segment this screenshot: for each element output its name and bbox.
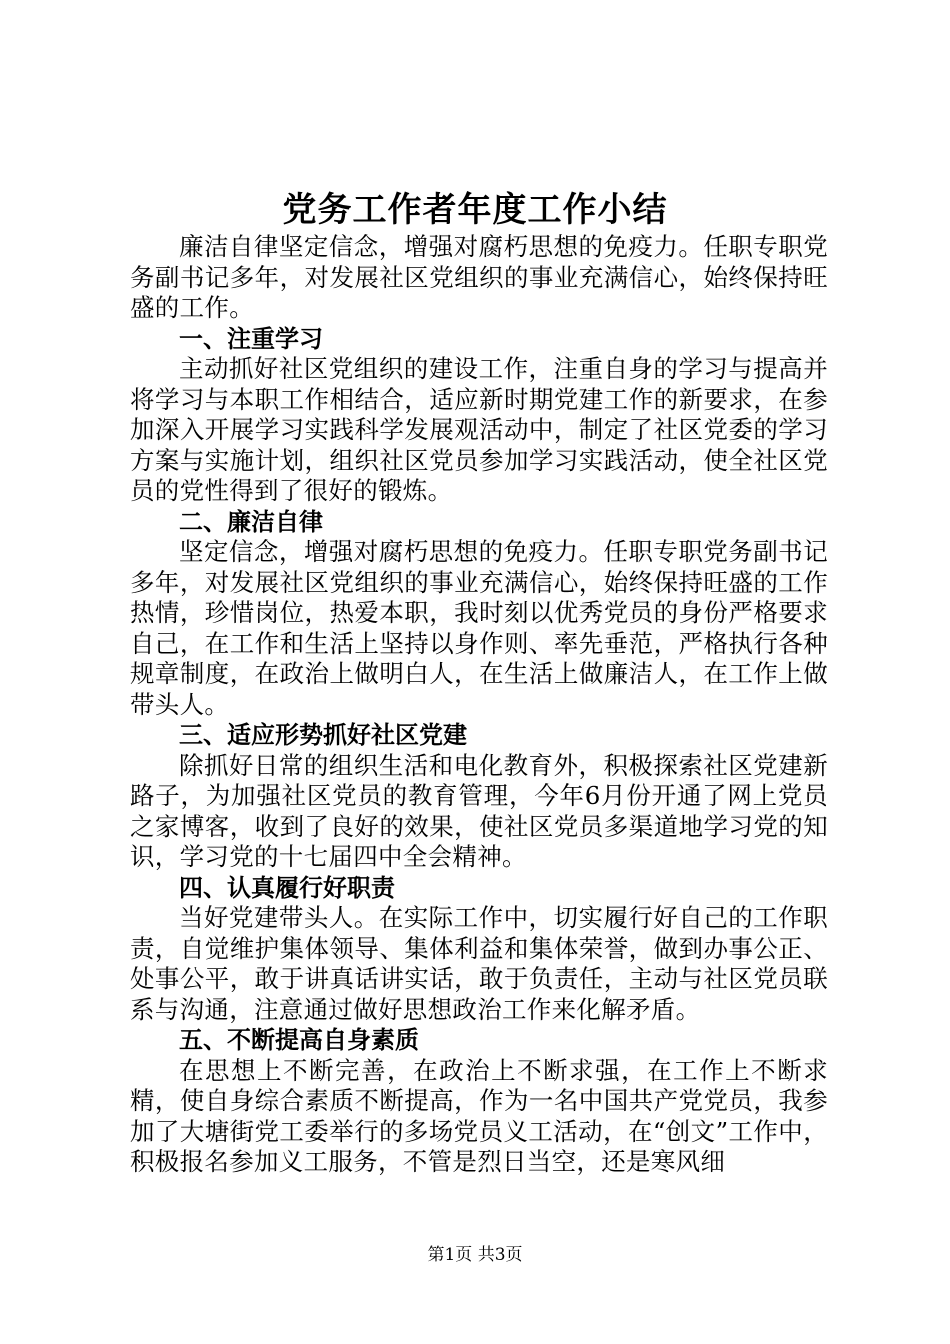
document-title: 党务工作者年度工作小结 [282, 190, 668, 230]
section-heading-4: 四、认真履行好职责 [179, 873, 395, 902]
section-paragraph-5: 在思想上不断完善，在政治上不断求强，在工作上不断求精，使自身综合素质不断提高，作为一名中国共产党党员，我参加了大塘街党工委举行的多场党员义工活动，在“创文”工作中，积极报名参加义工服务，不管是烈日当空，还是寒风细 [130, 1055, 828, 1176]
intro-paragraph: 廉洁自律坚定信念，增强对腐朽思想的免疫力。任职专职党务副书记多年，对发展社区党组织的事业充满信心，始终保持旺盛的工作。 [130, 232, 828, 322]
section-paragraph-2: 坚定信念，增强对腐朽思想的免疫力。任职专职党务副书记多年，对发展社区党组织的事业充满信心，始终保持旺盛的工作热情，珍惜岗位，热爱本职，我时刻以优秀党员的身份严格要求自己，在工作和生活上坚持以身作则、率先垂范，严格执行各种规章制度，在政治上做明白人，在生活上做廉洁人，在工作上做带头人。 [130, 537, 828, 719]
section-paragraph-1: 主动抓好社区党组织的建设工作，注重自身的学习与提高并将学习与本职工作相结合，适应新时期党建工作的新要求，在参加深入开展学习实践科学发展观活动中，制定了社区党委的学习方案与实施计划，组织社区党员参加学习实践活动，使全社区党员的党性得到了很好的锻炼。 [130, 354, 828, 505]
section-heading-1: 一、注重学习 [179, 324, 323, 353]
section-paragraph-4: 当好党建带头人。在实际工作中，切实履行好自己的工作职责，自觉维护集体领导、集体利益和集体荣誉，做到办事公正、处事公平，敢于讲真话讲实话，敢于负责任，主动与社区党员联系与沟通，注意通过做好思想政治工作来化解矛盾。 [130, 903, 828, 1024]
page-number-footer: 第1页 共3页 [427, 1245, 523, 1265]
section-heading-3: 三、适应形势抓好社区党建 [179, 721, 467, 749]
section-heading-2: 二、廉洁自律 [179, 507, 323, 536]
document-body [130, 232, 828, 1178]
section-paragraph-3: 除抓好日常的组织生活和电化教育外，积极探索社区党建新路子，为加强社区党员的教育管理，今年6月份开通了网上党员之家博客，收到了良好的效果，使社区党员多渠道地学习党的知识，学习党的十七届四中全会精神。 [130, 750, 828, 871]
section-heading-5: 五、不断提高自身素质 [179, 1026, 419, 1054]
